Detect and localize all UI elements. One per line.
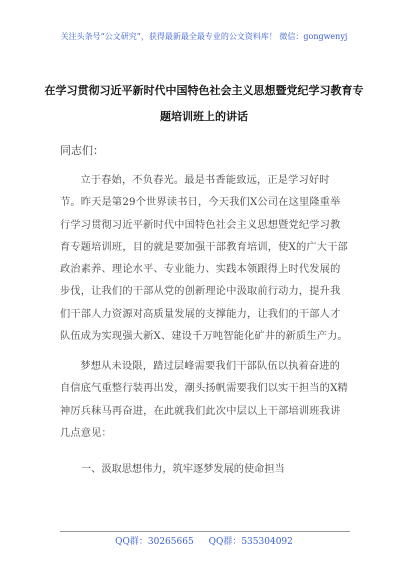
document-title: 在学习贯彻习近平新时代中国特色社会主义思想暨党纪学习教育专题培训班上的讲话 bbox=[44, 84, 364, 123]
footer bbox=[0, 534, 408, 547]
section-heading: 一、汲取思想伟力，筑牢逐梦发展的使命担当 bbox=[81, 464, 285, 475]
header-note: 关注头条号“公文研究”，获得最新最全最专业的公文资料库！ 微信：gongwenyj bbox=[60, 32, 348, 41]
greeting: 同志们： bbox=[60, 144, 104, 157]
footer-qq-group-2: QQ群：535304092 bbox=[208, 537, 293, 547]
body-paragraph: 立于春始，不负春光。最是书香能致远，正是学习好时节。昨天是第29个世界读书日，今天我们X公司在这里隆重举行学习贯彻习近平新时代中国特色社会主义思想暨党纪学习教育专题培训班，目的就是要加强干部教育培训，使X的广大干部政治素养、理论水平、专业能力、实践本领跟得上时代发展的步伐，让我们的干部从党的创新理论中汲取前行动力，提升我们干部人力资源对高质量发展的支撑能力，让我们的干部人才队伍成为实现强大新X、建设千万吨智能化矿井的新质生产力。 bbox=[60, 175, 348, 343]
body-paragraph: 梦想从未设限，踏过层峰需要我们干部队伍以执着奋进的自信底气重整行装再出发，潮头扬帆需要我们以实干担当的X精神厉兵秣马再奋进，在此就我们此次中层以上干部培训班我讲几点意见： bbox=[60, 361, 348, 439]
footer-qq-group-1: QQ群：30265665 bbox=[115, 537, 194, 547]
footer-divider bbox=[60, 531, 350, 532]
